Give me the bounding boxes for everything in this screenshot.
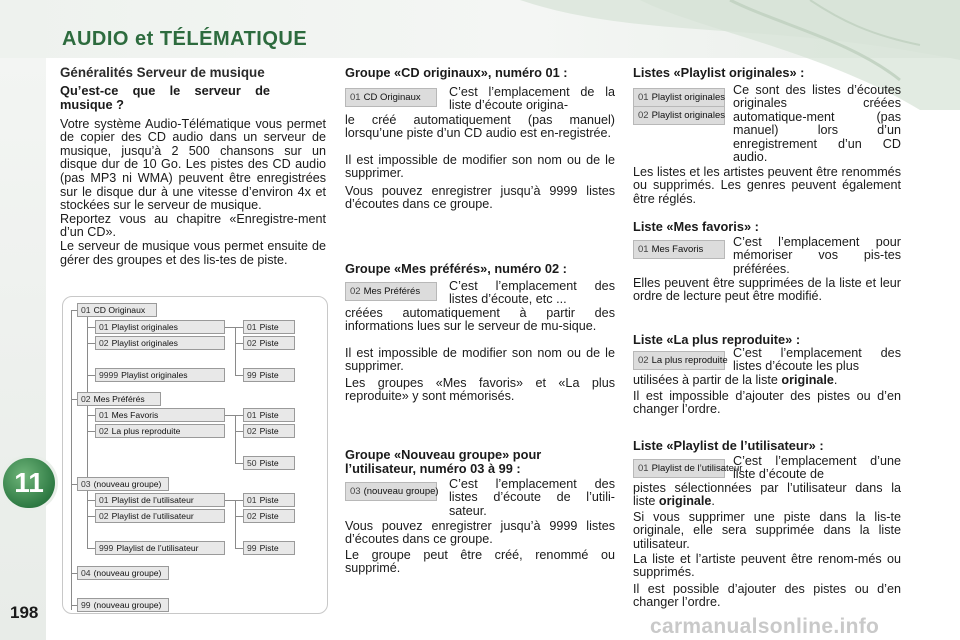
paragraph: Si vous supprimer une piste dans la lis-te originale, elle sera supprimée dans la liste utilisateur. (633, 510, 901, 551)
watermark: carmanualsonline.info (650, 615, 880, 638)
diagram-track-box: 02 Piste (243, 509, 295, 523)
diagram-list-box: 01 Playlist originales (95, 320, 225, 334)
paragraph: C’est l’emplacement pour mémoriser vos pis-tes préférées. (733, 235, 901, 276)
lcd-label: 03 (nouveau groupe) (345, 482, 437, 501)
list-mes-favoris (633, 220, 901, 320)
diagram-list-box: 02 Playlist de l’utilisateur (95, 509, 225, 523)
diagram-track-box: 01 Piste (243, 408, 295, 422)
diagram-track-box: 02 Piste (243, 424, 295, 438)
page-number: 198 (10, 603, 39, 622)
paragraph: créées automatiquement à partir des informations lues sur le serveur de mu-sique. (345, 306, 615, 334)
diagram-track-box: 01 Piste (243, 320, 295, 334)
paragraph: Reportez vous au chapitre «Enregistre-ment d’un CD». (60, 211, 326, 240)
diagram-group-box: 04 (nouveau groupe) (77, 566, 169, 580)
lcd-label: 01 Playlist de l’utilisateur (633, 459, 725, 478)
lcd-label: 02 Playlist originales (633, 106, 725, 125)
page-title: AUDIO et TÉLÉMATIQUE (62, 28, 308, 50)
paragraph: Il est impossible de modifier son nom ou de le supprimer. (345, 346, 615, 374)
paragraph: Il est impossible de modifier son nom ou de le supprimer. (345, 153, 615, 181)
diagram-track-box: 02 Piste (243, 336, 295, 350)
music-server-diagram (62, 296, 328, 614)
lcd-label: 02 Mes Préférés (345, 282, 437, 301)
section-heading: Groupe «CD originaux», numéro 01 : (345, 65, 568, 80)
section-heading: Groupe «Mes préférés», numéro 02 : (345, 261, 567, 276)
paragraph: C’est l’emplacement des listes d’écoute les plus (733, 346, 901, 374)
diagram-list-box: 01 Mes Favoris (95, 408, 225, 422)
paragraph: le créé automatiquement (pas manuel) lorsqu’une piste d’un CD audio est en-registrée. (345, 113, 615, 141)
diagram-list-box: 02 Playlist originales (95, 336, 225, 350)
paragraph: Votre système Audio-Télématique vous permet de copier des CD audio dans un serveur de musique, jusqu’à 2 500 chansons sur un disque dur de 10 Go. Les pistes des CD audio (pas MP3 ni WMA) peuvent être enregistrées sur le disque dur à une vitesse d’environ 4x et stockées sur le serveur de musique. (60, 116, 326, 213)
section-title: Généralités Serveur de musique (60, 65, 265, 80)
paragraph: La liste et l’artiste peuvent être renom-més ou supprimés. (633, 552, 901, 580)
paragraph: Les groupes «Mes favoris» et «La plus reproduite» y sont mémorisés. (345, 376, 615, 404)
paragraph: Vous pouvez enregistrer jusqu’à 9999 listes d’écoutes dans ce groupe. (345, 184, 615, 212)
chapter-tab: 11 (3, 458, 55, 508)
diagram-group-box: 01 CD Originaux (77, 303, 157, 317)
paragraph: Il est impossible d’ajouter des pistes ou d’en changer l’ordre. (633, 389, 901, 417)
diagram-track-box: 99 Piste (243, 541, 295, 555)
paragraph: Le groupe peut être créé, renommé ou supprimé. (345, 548, 615, 576)
list-la-plus-reproduite (633, 333, 901, 423)
paragraph: utilisées à partir de la liste originale. (633, 373, 838, 387)
paragraph: Les listes et les artistes peuvent être renommés ou supprimés. Les genres peuvent également être réglés. (633, 165, 901, 206)
paragraph: C’est l’emplacement d’une liste d’écoute de (733, 454, 901, 482)
paragraph: Ce sont des listes d’écoutes originales créées automatique-ment (pas manuel) lors d’un enregistrement d’un CD audio. (733, 83, 901, 165)
diagram-group-box: 99 (nouveau groupe) (77, 598, 169, 612)
diagram-track-box: 99 Piste (243, 368, 295, 382)
paragraph: C’est l’emplacement des listes d’écoute, etc ... (449, 279, 615, 307)
section-heading: Liste «La plus reproduite» : (633, 332, 801, 347)
diagram-track-box: 50 Piste (243, 456, 295, 470)
lcd-label: 01 Playlist originales (633, 88, 725, 107)
side-strip (0, 58, 46, 640)
diagram-group-box: 02 Mes Préférés (77, 392, 161, 406)
paragraph: C’est l’emplacement des listes d’écoute de l’utili-sateur. (449, 477, 615, 518)
paragraph: pistes sélectionnées par l’utilisateur dans la liste originale. (633, 481, 901, 509)
paragraph: C’est l’emplacement de la liste d’écoute origina- (449, 85, 615, 113)
diagram-group-box: 03 (nouveau groupe) (77, 477, 169, 491)
group-nouveau-groupe (345, 448, 615, 588)
section-heading: Groupe «Nouveau groupe» pour l’utilisateur, numéro 03 à 99 : (345, 447, 542, 476)
diagram-list-box: 02 La plus reproduite (95, 424, 225, 438)
diagram-track-box: 01 Piste (243, 493, 295, 507)
column-1 (60, 66, 326, 272)
paragraph: Vous pouvez enregistrer jusqu’à 9999 listes d’écoutes dans ce groupe. (345, 519, 615, 547)
diagram-list-box: 999 Playlist de l’utilisateur (95, 541, 225, 555)
group-cd-originaux (345, 66, 615, 236)
group-mes-preferes (345, 262, 615, 412)
section-heading: Liste «Playlist de l’utilisateur» : (633, 438, 824, 453)
list-playlist-utilisateur (633, 439, 901, 614)
list-playlist-originales (633, 66, 901, 214)
question-heading: Qu’est-ce que le serveur de musique ? (60, 82, 270, 112)
lcd-label: 01 CD Originaux (345, 88, 437, 107)
diagram-list-box: 9999 Playlist originales (95, 368, 225, 382)
section-heading: Liste «Mes favoris» : (633, 219, 759, 234)
lcd-label: 02 La plus reproduite (633, 351, 725, 370)
lcd-label: 01 Mes Favoris (633, 240, 725, 259)
section-heading: Listes «Playlist originales» : (633, 65, 805, 80)
diagram-list-box: 01 Playlist de l’utilisateur (95, 493, 225, 507)
paragraph: Le serveur de musique vous permet ensuite de gérer des groupes et des lis-tes de piste. (60, 238, 326, 267)
paragraph: Il est possible d’ajouter des pistes ou d’en changer l’ordre. (633, 582, 901, 610)
paragraph: Elles peuvent être supprimées de la liste et leur ordre de lecture peut être modifié. (633, 276, 901, 304)
